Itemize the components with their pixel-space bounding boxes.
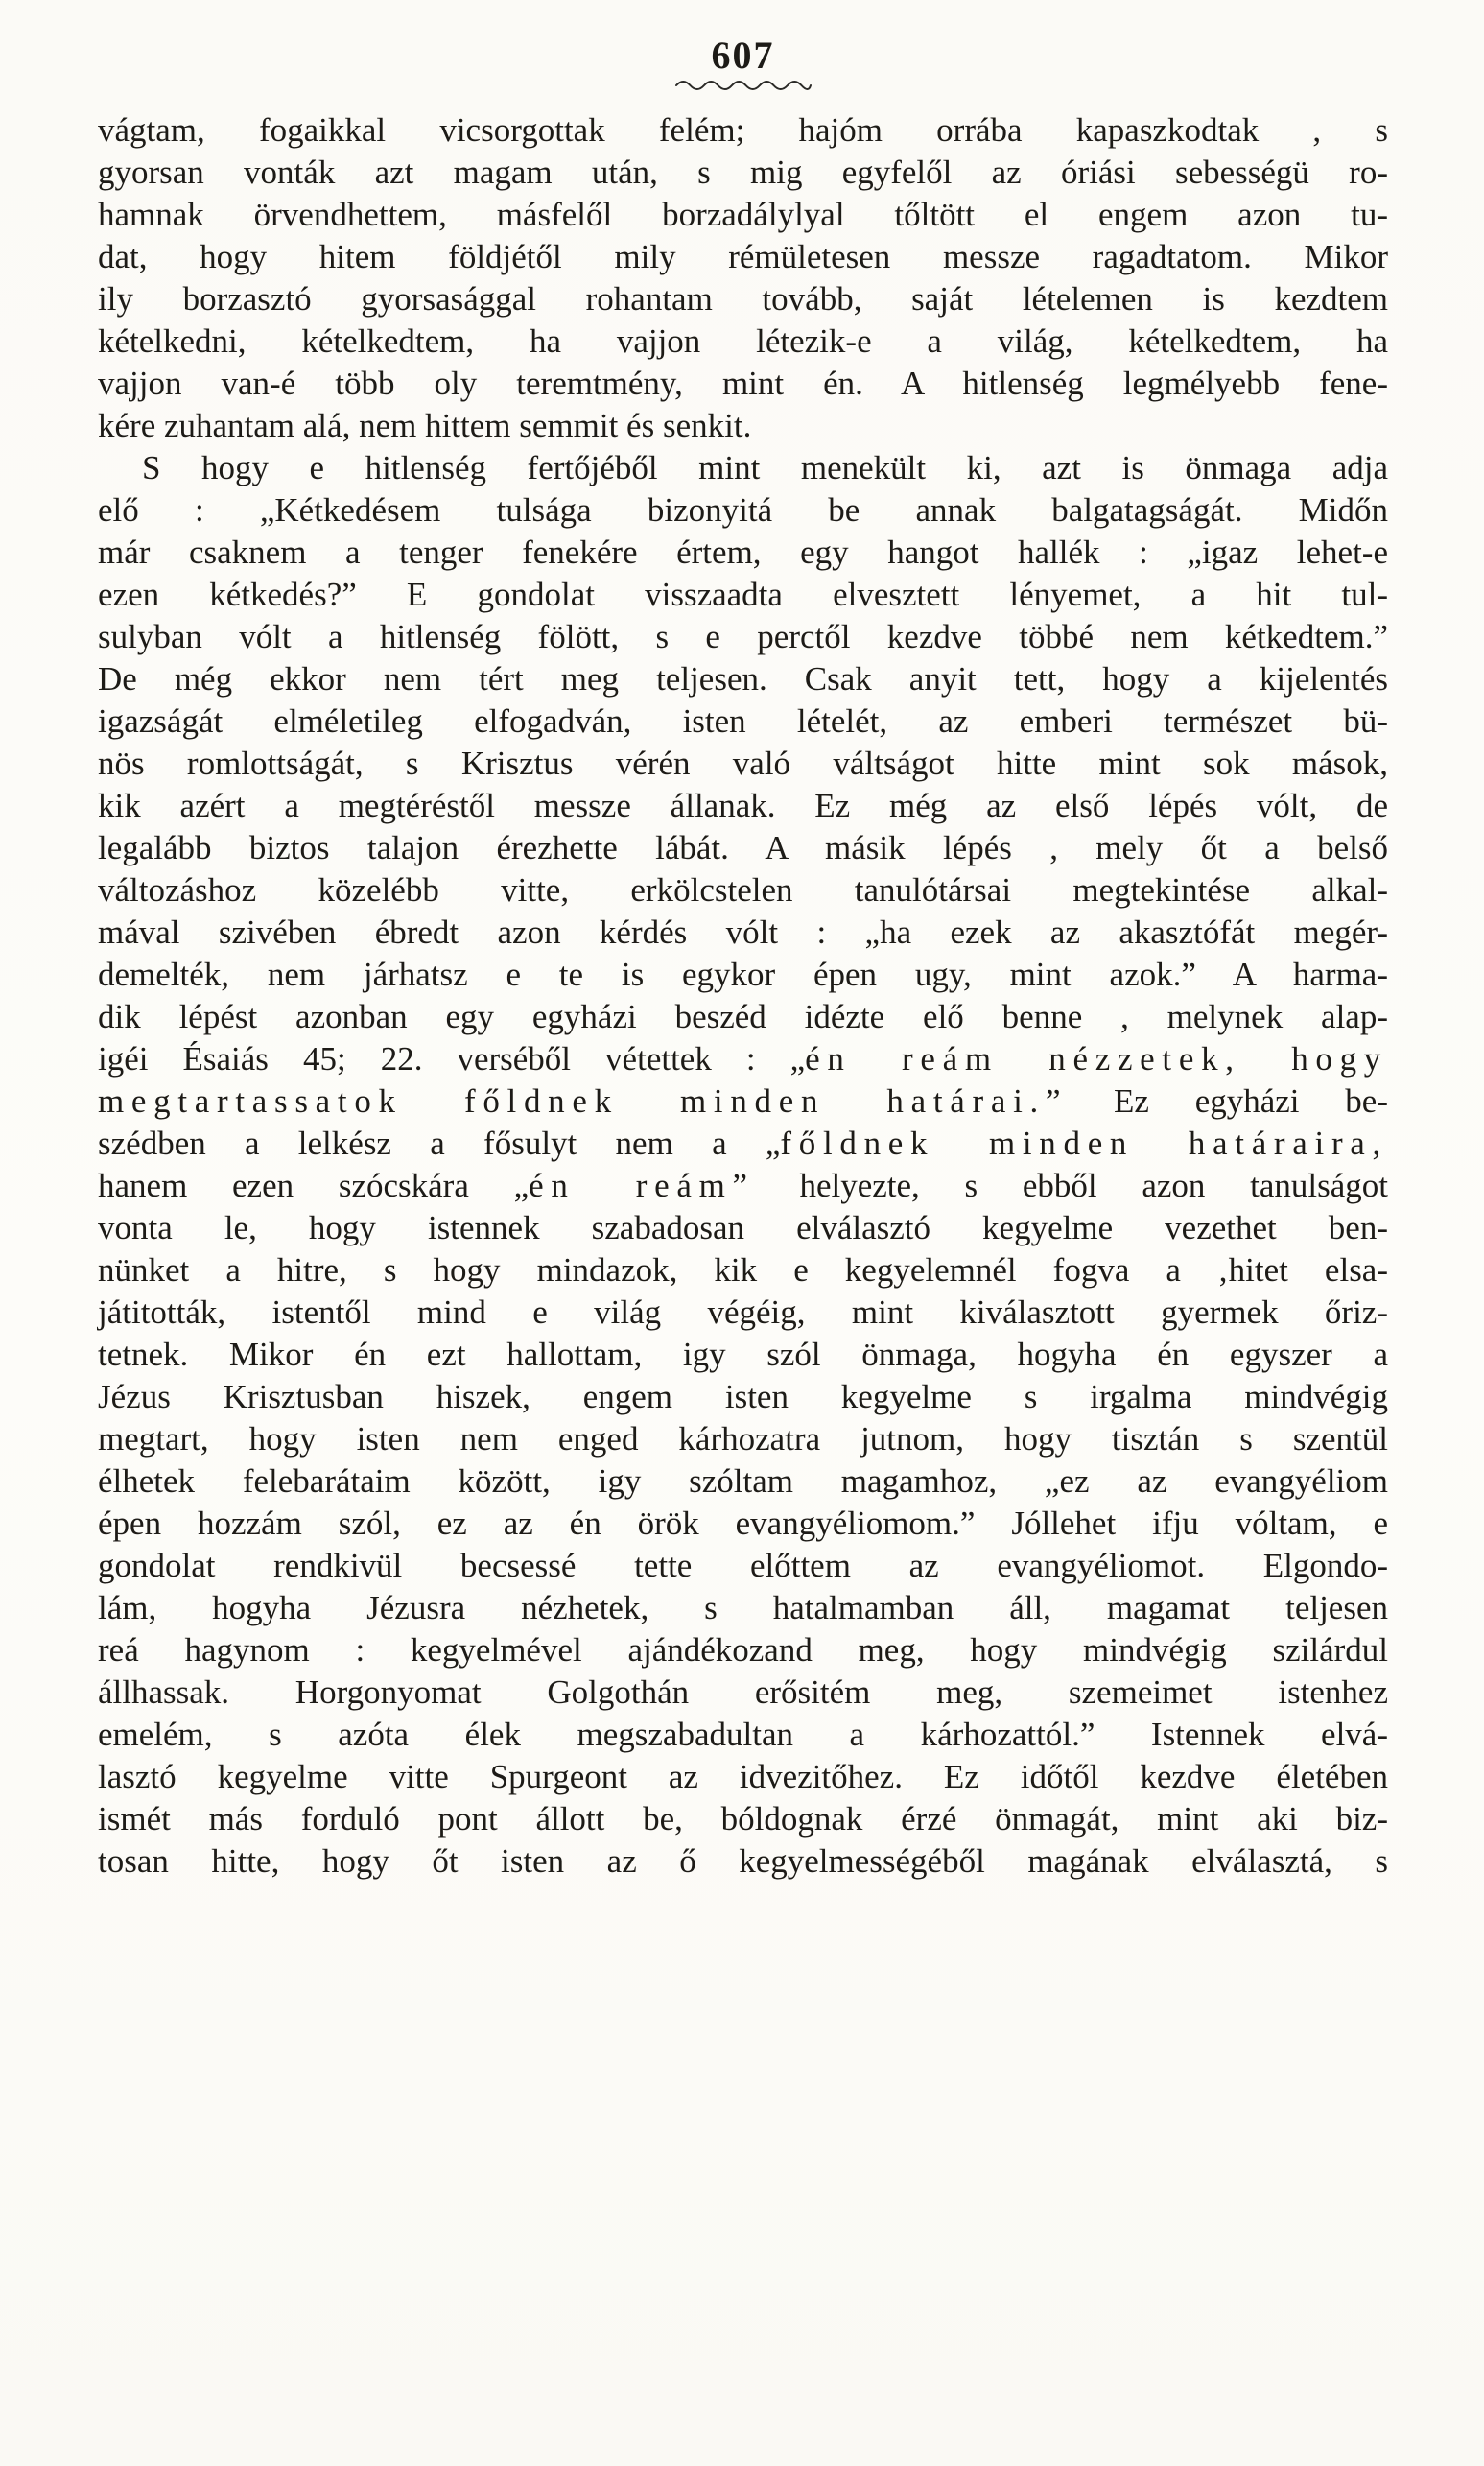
- text-line: [98, 1334, 1388, 1376]
- text-segment: kik azért a megtéréstől messze állanak. Ez még az első lépés vólt, de: [98, 787, 1388, 824]
- text-line: [98, 1503, 1388, 1545]
- text-segment: reá hagynom : kegyelmével ajándékozand meg, hogy mindvégig szilárdul: [98, 1631, 1388, 1669]
- emphasized-spaced-text: főldnek minden határaira,: [780, 1125, 1388, 1162]
- text-segment: változáshoz közelébb vitte, erkölcstelen tanulótársai megtekintése alkal-: [98, 871, 1388, 909]
- text-line: [98, 194, 1388, 236]
- text-segment: S hogy e hitlenség fertőjéből mint menekült ki, azt is önmaga adja: [142, 449, 1388, 486]
- text-segment: állhassak. Horgonyomat Golgothán erősitém meg, szemeimet istenhez: [98, 1673, 1388, 1711]
- text-line: [98, 912, 1388, 954]
- text-segment: emelém, s azóta élek megszabadultan a kárhozattól.” Istennek elvá-: [98, 1716, 1388, 1753]
- text-line: [98, 785, 1388, 827]
- text-line: [98, 1376, 1388, 1418]
- text-segment: legalább biztos talajon érezhette lábát. A másik lépés , mely őt a belső: [98, 829, 1388, 866]
- text-line: [98, 363, 1388, 405]
- text-segment: Jézus Krisztusban hiszek, engem isten kegyelme s irgalma mindvégig: [98, 1378, 1388, 1415]
- text-segment: hanem ezen szócskára „: [98, 1167, 530, 1204]
- text-segment: kére zuhantam alá, nem hittem semmit és senkit.: [98, 407, 752, 444]
- text-line: [98, 278, 1388, 320]
- body-text: [98, 109, 1388, 1883]
- text-line: [98, 1672, 1388, 1714]
- text-segment: gyorsan vonták azt magam után, s mig egyfelől az óriási sebességü ro-: [98, 154, 1388, 191]
- text-line: [98, 1460, 1388, 1503]
- text-segment: játitották, istentől mind e világ végéig, mint kiválasztott gyermek őriz-: [98, 1293, 1388, 1331]
- emphasized-spaced-text: én reám nézzetek, hogy: [805, 1040, 1388, 1078]
- text-segment: sulyban vólt a hitlenség fölött, s e perctől kezdve többé nem kétkedtem.”: [98, 618, 1388, 655]
- text-line: [98, 869, 1388, 912]
- text-line: [98, 1587, 1388, 1629]
- text-segment: mával szivében ébredt azon kérdés vólt : „ha ezek az akasztófát megér-: [98, 913, 1388, 951]
- text-segment: tosan hitte, hogy őt isten az ő kegyelmességéből magának elválasztá, s: [98, 1842, 1388, 1880]
- text-segment: demelték, nem járhatsz e te is egykor épen ugy, mint azok.” A harma-: [98, 956, 1388, 993]
- text-segment: vajjon van-é több oly teremtmény, mint én. A hitlenség legmélyebb fene-: [98, 365, 1388, 402]
- emphasized-spaced-text: megtartassatok főldnek minden határai.”: [98, 1082, 1069, 1120]
- text-segment: vonta le, hogy istennek szabadosan elválasztó kegyelme vezethet ben-: [98, 1209, 1388, 1246]
- text-segment: ezen kétkedés?” E gondolat visszaadta elvesztett lényemet, a hit tul-: [98, 576, 1388, 613]
- text-segment: ismét más forduló pont állott be, bóldognak érzé önmagát, mint aki biz-: [98, 1800, 1388, 1838]
- squiggle-ornament-icon: [671, 77, 815, 92]
- text-line: [98, 954, 1388, 996]
- text-line: [98, 1418, 1388, 1460]
- text-line: [98, 152, 1388, 194]
- text-line: [98, 532, 1388, 574]
- text-line: [98, 447, 1388, 489]
- text-segment: épen hozzám szól, ez az én örök evangyéliomom.” Jóllehet ifju vóltam, e: [98, 1505, 1388, 1542]
- emphasized-spaced-text: én reám”: [529, 1167, 755, 1204]
- text-segment: dat, hogy hitem földjétől mily rémületesen messze ragadtatom. Mikor: [98, 238, 1388, 275]
- text-line: [98, 109, 1388, 152]
- text-line: [98, 1629, 1388, 1672]
- text-line: [98, 1292, 1388, 1334]
- text-segment: vágtam, fogaikkal vicsorgottak felém; hajóm orrába kapaszkodtak , s: [98, 111, 1388, 149]
- text-line: [98, 1545, 1388, 1587]
- text-segment: ily borzasztó gyorsasággal rohantam tovább, saját lételemen is kezdtem: [98, 280, 1388, 318]
- text-line: [98, 700, 1388, 743]
- page-number: 607: [711, 34, 775, 77]
- text-segment: Ez egyházi be-: [1068, 1082, 1388, 1120]
- text-segment: gondolat rendkivül becsessé tette előttem az evangyéliomot. Elgondo-: [98, 1547, 1388, 1584]
- text-segment: helyezte, s ebből azon tanulságot: [754, 1167, 1388, 1204]
- text-segment: szédben a lelkész a fősulyt nem a „: [98, 1125, 781, 1162]
- text-segment: dik lépést azonban egy egyházi beszéd idézte elő benne , melynek alap-: [98, 998, 1388, 1035]
- text-segment: megtart, hogy isten nem enged kárhozatra jutnom, hogy tisztán s szentül: [98, 1420, 1388, 1458]
- text-line: [98, 1080, 1388, 1123]
- paragraph: [98, 109, 1388, 447]
- text-line: [98, 1840, 1388, 1883]
- text-line: [98, 1714, 1388, 1756]
- text-segment: lám, hogyha Jézusra nézhetek, s hatalmamban áll, magamat teljesen: [98, 1589, 1388, 1626]
- text-line: [98, 1756, 1388, 1798]
- text-line: [98, 1207, 1388, 1249]
- text-segment: nünket a hitre, s hogy mindazok, kik e kegyelemnél fogva a ‚hitet elsa-: [98, 1251, 1388, 1289]
- text-segment: De még ekkor nem tért meg teljesen. Csak anyit tett, hogy a kijelentés: [98, 660, 1388, 698]
- text-segment: nös romlottságát, s Krisztus vérén való váltságot hitte mint sok mások,: [98, 745, 1388, 782]
- text-segment: élhetek felebarátaim között, igy szóltam magamhoz, „ez az evangyéliom: [98, 1462, 1388, 1500]
- text-line: [98, 658, 1388, 700]
- text-line: [98, 1123, 1388, 1165]
- text-line: [98, 1038, 1388, 1080]
- page-header: [98, 35, 1388, 92]
- text-line: [98, 996, 1388, 1038]
- text-line: [98, 743, 1388, 785]
- text-line: [98, 1798, 1388, 1840]
- text-segment: tetnek. Mikor én ezt hallottam, igy szól önmaga, hogyha én egyszer a: [98, 1336, 1388, 1373]
- text-line: [98, 1165, 1388, 1207]
- text-line: [98, 616, 1388, 658]
- text-segment: elő : „Kétkedésem tulsága bizonyitá be annak balgatagságát. Midőn: [98, 491, 1388, 529]
- text-segment: kételkedni, kételkedtem, ha vajjon létezik-e a világ, kételkedtem, ha: [98, 322, 1388, 360]
- text-segment: lasztó kegyelme vitte Spurgeont az idvezitőhez. Ez időtől kezdve életében: [98, 1758, 1388, 1795]
- text-line: [98, 489, 1388, 532]
- text-segment: igéi Ésaiás 45; 22. verséből vétettek : „: [98, 1040, 806, 1078]
- text-line: [98, 827, 1388, 869]
- text-segment: igazságát elméletileg elfogadván, isten lételét, az emberi természet bü-: [98, 702, 1388, 740]
- text-line: [98, 574, 1388, 616]
- text-line: [98, 1249, 1388, 1292]
- text-line: [98, 236, 1388, 278]
- text-line: [98, 405, 1388, 447]
- text-segment: már csaknem a tenger fenekére értem, egy hangot hallék : „igaz lehet-e: [98, 534, 1388, 571]
- text-line: [98, 320, 1388, 363]
- paragraph: [98, 447, 1388, 1883]
- text-segment: hamnak örvendhettem, másfelől borzadálylyal tőltött el engem azon tu-: [98, 196, 1388, 233]
